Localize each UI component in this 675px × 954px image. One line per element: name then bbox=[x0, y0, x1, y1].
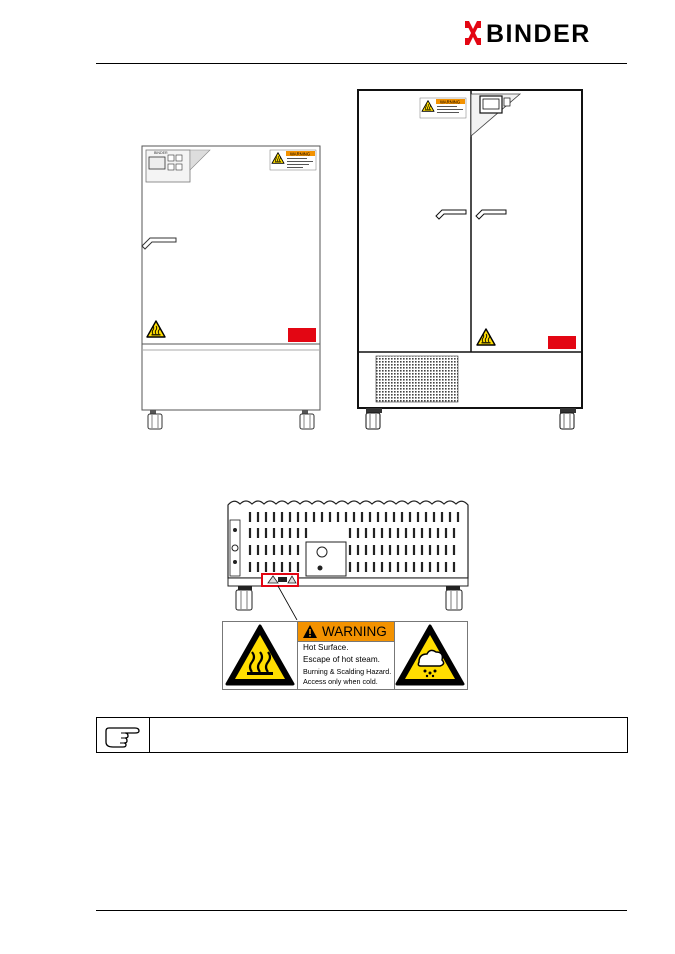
note-box bbox=[96, 717, 628, 753]
large-chamber bbox=[358, 90, 582, 429]
warning-line-hazard: Burning & Scalding Hazard. bbox=[303, 667, 392, 676]
warning-header bbox=[298, 622, 394, 642]
brand-name: BINDER bbox=[486, 20, 591, 48]
warning-text-block bbox=[297, 622, 395, 689]
small-chamber bbox=[142, 146, 320, 429]
warning-line-hot-steam: Escape of hot steam. bbox=[303, 655, 380, 664]
door-warning-sticker-large bbox=[420, 98, 466, 118]
highlight-red bbox=[288, 328, 316, 342]
sticker-warning-text-2: WARNING bbox=[440, 99, 461, 105]
warning-heading: WARNING bbox=[322, 624, 387, 639]
pointing-hand-icon bbox=[97, 718, 149, 752]
small-cabinet-brand: BINDER bbox=[154, 151, 168, 155]
binder-cross-logo-icon bbox=[462, 21, 484, 45]
rear-view-figure bbox=[220, 490, 480, 620]
warning-line-access: Access only when cold. bbox=[303, 677, 378, 686]
header-rule bbox=[96, 63, 627, 64]
rear-panel bbox=[228, 501, 468, 620]
binder-logo bbox=[462, 20, 628, 48]
note-icon-cell bbox=[97, 718, 150, 752]
caster-wheel-icon bbox=[148, 414, 314, 429]
hot-steam-warning-icon bbox=[393, 622, 467, 689]
door-warning-sticker-small bbox=[270, 150, 316, 170]
exclamation-warning-icon bbox=[302, 624, 318, 639]
hot-surface-warning-icon bbox=[223, 622, 297, 689]
sticker-warning-text: WARNING bbox=[290, 151, 311, 157]
warning-label-panel bbox=[222, 621, 468, 690]
chamber-figure bbox=[130, 88, 590, 438]
footer-rule bbox=[96, 910, 627, 911]
warning-line-hot-surface: Hot Surface. bbox=[303, 643, 349, 652]
